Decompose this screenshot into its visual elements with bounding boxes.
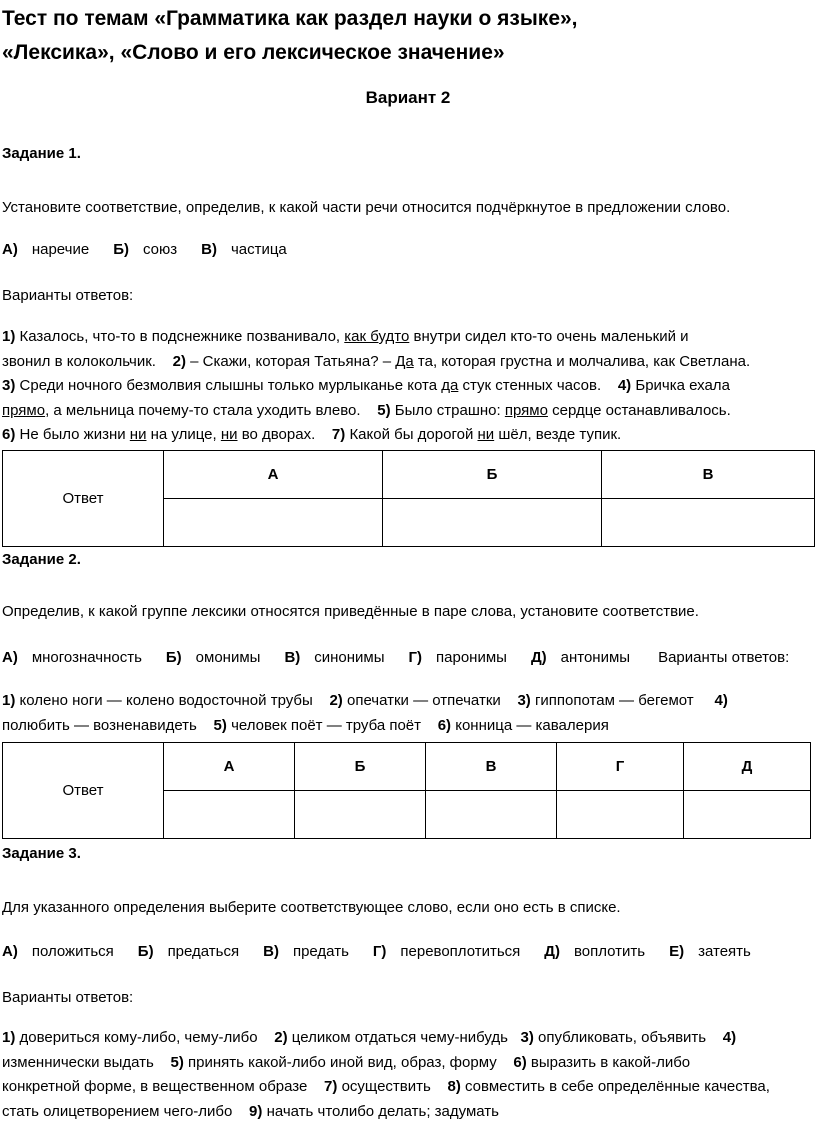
- option-text: предать: [292, 943, 349, 960]
- option-text: синонимы: [314, 649, 385, 666]
- pair-text: гиппопотам — бегемот: [534, 692, 694, 709]
- definition-number: 3): [520, 1029, 534, 1046]
- sentence-number: 3): [2, 377, 16, 394]
- definition-number: 1): [2, 1029, 16, 1046]
- answer-cell[interactable]: [684, 791, 811, 839]
- option-letter: В): [263, 943, 279, 960]
- sentence-text: Бричка ехала: [635, 377, 730, 394]
- definition-text: конкретной форме, в вещественном образе: [2, 1078, 308, 1095]
- answer-column-header: Д: [684, 743, 811, 791]
- task1-instruction: Установите соответствие, определив, к какой части речи относится подчёркнутое в предложении слово.: [2, 199, 731, 216]
- option-letter: В): [201, 241, 217, 258]
- task2-answers-label: Варианты ответов:: [658, 649, 790, 666]
- answer-cell[interactable]: [602, 499, 815, 547]
- answer-column-header: В: [426, 743, 557, 791]
- answer-cell[interactable]: [383, 499, 602, 547]
- option-text: антонимы: [560, 649, 631, 666]
- option-letter: Д): [530, 649, 547, 666]
- option-text: наречие: [31, 241, 90, 258]
- definition-number: 8): [447, 1078, 461, 1095]
- answer-cell[interactable]: [164, 791, 295, 839]
- task3-options: [2, 940, 814, 963]
- option-letter: А): [2, 649, 18, 666]
- sentence-text: звонил в колокольчик.: [2, 352, 156, 370]
- definition-line: [2, 1075, 814, 1100]
- sentence-text: Среди ночного безмолвия слышны только мурлыканье кота: [19, 377, 438, 394]
- sentence-text: внутри сидел кто-то очень маленький и: [413, 328, 689, 345]
- pair-text: человек поёт — труба поёт: [231, 716, 422, 734]
- definition-text: стать олицетворением чего-либо: [2, 1102, 233, 1120]
- sentence-number: 2): [172, 352, 186, 370]
- definition-text: опубликовать, объявить: [538, 1029, 707, 1046]
- sentence-text: на улице,: [150, 426, 217, 443]
- answer-column-header: В: [602, 451, 815, 499]
- underlined-word: ни: [129, 426, 147, 443]
- sentence-number: 6): [2, 426, 16, 443]
- sentence-number: 4): [617, 377, 632, 394]
- sentence-text: Не было жизни: [19, 426, 126, 443]
- pair-text: конница — кавалерия: [455, 716, 609, 734]
- pair-number: 4): [714, 692, 728, 709]
- definition-number: 2): [274, 1029, 288, 1046]
- option-text: паронимы: [436, 649, 507, 666]
- answer-column-header: А: [164, 451, 383, 499]
- definition-text: осуществить: [341, 1078, 431, 1095]
- option-text: затеять: [698, 943, 751, 960]
- sentence-text: , а мельница почему-то стала уходить влево.: [45, 401, 361, 419]
- title-line-1: Тест по темам «Грамматика как раздел науки о языке»,: [2, 7, 578, 30]
- sentence-text: – Скажи, которая Татьяна? –: [190, 352, 392, 370]
- answer-column-header: А: [164, 743, 295, 791]
- task2-instruction: Определив, к какой группе лексики относятся приведённые в паре слова, установите соответствие.: [2, 603, 699, 620]
- definition-line: [2, 1051, 814, 1076]
- option-letter: А): [2, 241, 18, 258]
- underlined-word: ни: [477, 426, 495, 443]
- option-text: перевоплотиться: [400, 943, 521, 960]
- underlined-word: Да: [395, 352, 414, 370]
- pair-text: колено ноги — колено водосточной трубы: [19, 692, 313, 709]
- task1-answers-label: Варианты ответов:: [2, 287, 134, 304]
- sentence-text: шёл, везде тупик.: [498, 426, 622, 443]
- task2-heading: Задание 2.: [2, 551, 81, 568]
- underlined-word: ни: [220, 426, 238, 443]
- underlined-word: прямо: [2, 401, 46, 419]
- task3-definitions: [2, 1026, 814, 1124]
- sentence-number: 7): [331, 426, 346, 443]
- underlined-word: прямо: [504, 401, 548, 419]
- option-letter: Г): [408, 649, 423, 666]
- definition-number: 5): [170, 1053, 184, 1071]
- pair-number: 3): [517, 692, 531, 709]
- answer-row-label: Ответ: [3, 743, 164, 839]
- task3-heading: Задание 3.: [2, 845, 81, 862]
- sentence-line: [2, 350, 814, 375]
- pair-text: полюбить — возненавидеть: [2, 716, 197, 734]
- definition-line: [2, 1100, 814, 1125]
- option-letter: Е): [669, 943, 685, 960]
- task3-answers-label: Варианты ответов:: [2, 989, 134, 1006]
- sentence-line: [2, 374, 814, 399]
- sentence-line: [2, 399, 814, 424]
- definition-text: выразить в какой-либо: [530, 1053, 691, 1071]
- task1-heading: Задание 1.: [2, 145, 81, 162]
- underlined-word: как будто: [344, 328, 410, 345]
- definition-line: [2, 1026, 814, 1051]
- sentence-text: во дворах.: [241, 426, 316, 443]
- document-title: [2, 2, 814, 70]
- task1-options: [2, 238, 814, 261]
- sentence-number: 5): [377, 401, 391, 419]
- option-letter: Д): [544, 943, 560, 960]
- variant-label: Вариант 2: [365, 88, 451, 107]
- answer-column-header: Б: [295, 743, 426, 791]
- definition-text: совместить в себе определённые качества,: [465, 1078, 770, 1095]
- pair-number: 2): [329, 692, 343, 709]
- task2-answer-table: [2, 742, 811, 839]
- sentence-line: [2, 423, 814, 448]
- task1-sentences: [2, 325, 814, 448]
- option-text: положиться: [31, 943, 114, 960]
- task2-options: [2, 646, 814, 669]
- option-letter: Б): [137, 943, 154, 960]
- sentence-text: Казалось, что-то в подснежнике позванивало,: [19, 328, 341, 345]
- option-letter: Б): [113, 241, 129, 258]
- option-letter: В): [284, 649, 301, 666]
- sentence-text: Какой бы дорогой: [349, 426, 474, 443]
- sentence-text: стук стенных часов.: [462, 377, 602, 394]
- option-text: многозначность: [31, 649, 142, 666]
- pair-number: 6): [437, 716, 452, 734]
- definition-text: довериться кому-либо, чему-либо: [19, 1029, 258, 1046]
- option-text: воплотить: [573, 943, 646, 960]
- answer-cell[interactable]: [295, 791, 426, 839]
- definition-number: 9): [249, 1102, 263, 1120]
- answer-cell[interactable]: [164, 499, 383, 547]
- answer-row-label: Ответ: [3, 451, 164, 547]
- pair-line: [2, 714, 814, 739]
- answer-column-header: Г: [557, 743, 684, 791]
- option-text: предаться: [167, 943, 240, 960]
- task1-answer-table: [2, 450, 815, 547]
- answer-column-header: Б: [383, 451, 602, 499]
- title-line-2: «Лексика», «Слово и его лексическое значение»: [2, 41, 505, 64]
- definition-number: 4): [722, 1029, 737, 1046]
- definition-number: 6): [513, 1053, 527, 1071]
- option-letter: Б): [165, 649, 182, 666]
- pair-text: опечатки — отпечатки: [346, 692, 501, 709]
- option-text: частица: [230, 241, 287, 258]
- sentence-text: Было страшно:: [394, 401, 501, 419]
- definition-text: изменнически выдать: [2, 1053, 154, 1071]
- definition-number: 7): [324, 1078, 338, 1095]
- definition-text: целиком отдаться чему-нибудь: [291, 1029, 509, 1046]
- answer-cell[interactable]: [557, 791, 684, 839]
- pair-line: [2, 689, 814, 714]
- task2-pairs: [2, 689, 814, 738]
- definition-text: начать чтолибо делать; задумать: [266, 1102, 499, 1120]
- option-text: омонимы: [195, 649, 261, 666]
- option-letter: Г): [372, 943, 387, 960]
- pair-number: 5): [213, 716, 227, 734]
- answer-cell[interactable]: [426, 791, 557, 839]
- sentence-number: 1): [2, 328, 16, 345]
- option-text: союз: [142, 241, 178, 258]
- underlined-word: да: [441, 377, 459, 394]
- option-letter: А): [2, 943, 18, 960]
- sentence-text: сердце останавливалось.: [552, 401, 731, 419]
- sentence-line: [2, 325, 814, 350]
- sentence-text: та, которая грустна и молчалива, как Светлана.: [417, 352, 751, 370]
- pair-number: 1): [2, 692, 16, 709]
- task3-instruction: Для указанного определения выберите соответствующее слово, если оно есть в списке.: [2, 899, 621, 916]
- definition-text: принять какой-либо иной вид, образ, форму: [188, 1053, 497, 1071]
